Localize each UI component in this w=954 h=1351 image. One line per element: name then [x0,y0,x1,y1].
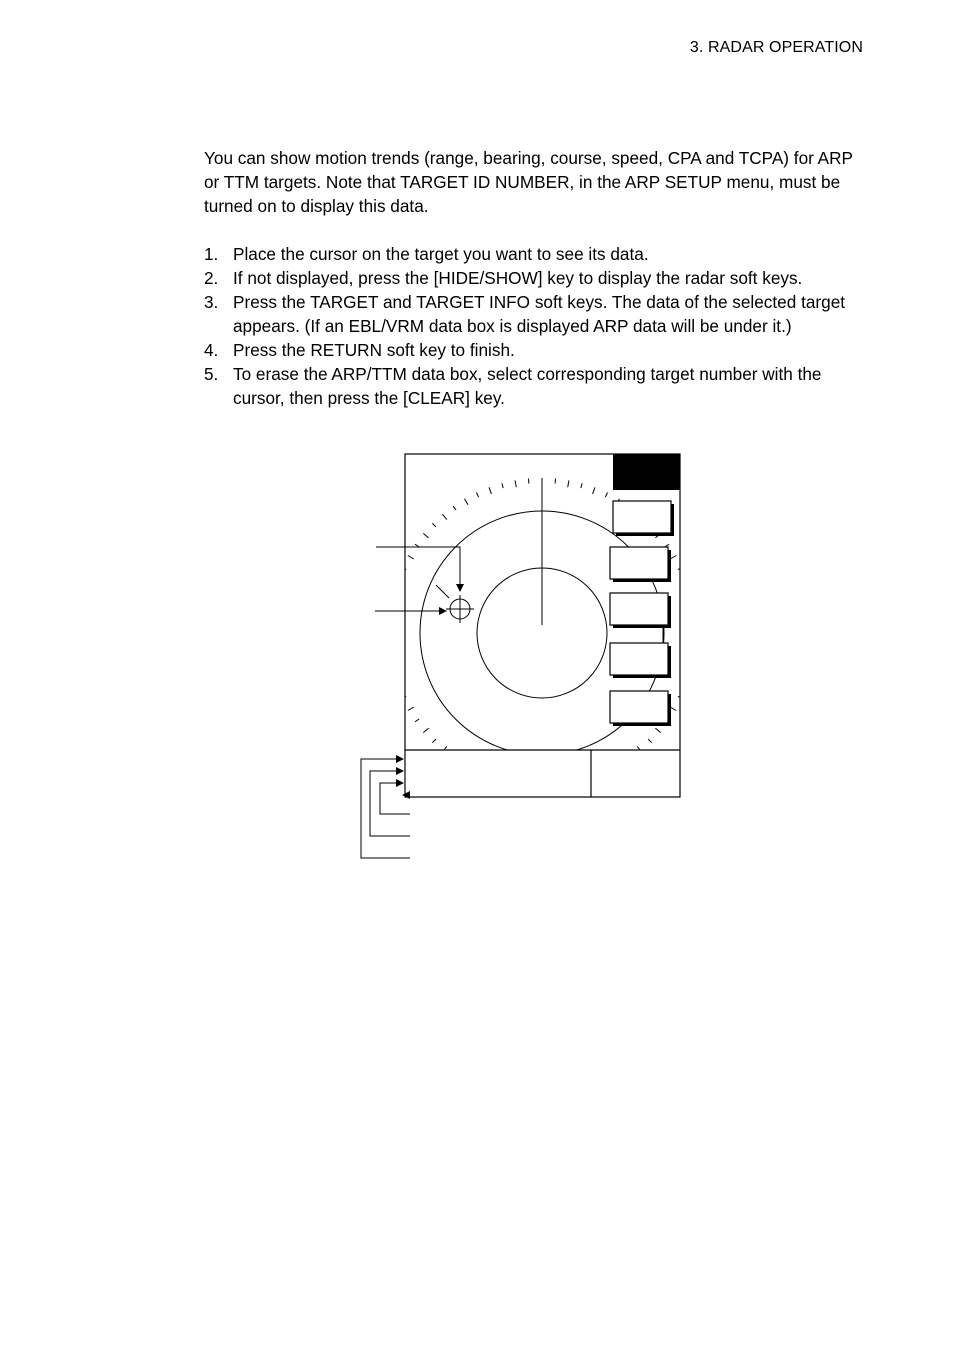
step-item: 4. Press the RETURN soft key to finish. [204,340,515,360]
page-header: 3. RADAR OPERATION [689,39,863,56]
soft-key[interactable] [613,501,671,533]
bearing-tick [389,659,396,660]
bearing-tick [681,684,688,686]
step-item: 5. To erase the ARP/TTM data box, select corresponding target number with the cursor, then press the [CLEAR] key. [204,364,822,408]
bearing-tick [688,606,695,607]
bearing-tick [389,606,396,607]
intro-paragraph: You can show motion trends (range, bearing, course, speed, CPA and TCPA) for ARP or TTM targets. Note that TARGET ID NUMBER, in the ARP SETUP menu, must be turned on to display this data. [204,148,853,216]
soft-key[interactable] [610,593,668,625]
soft-key[interactable] [610,643,668,675]
soft-key[interactable] [610,691,668,723]
bearing-tick [687,672,692,673]
bearing-tick [392,593,397,594]
bearing-tick [392,672,397,673]
soft-keys [610,501,674,726]
step-item: 3. Press the TARGET and TARGET INFO soft keys. The data of the selected target appears. (If an EBL/VRM data box is displayed ARP data will be under it.) [204,292,846,336]
step-item: 1. Place the cursor on the target you want to see its data. [204,244,649,264]
step-item: 2. If not displayed, press the [HIDE/SHOW] key to display the radar soft keys. [204,268,803,288]
bearing-tick [681,580,688,582]
soft-key[interactable] [610,547,668,579]
bearing-tick [396,580,403,582]
bearing-tick [688,659,695,660]
data-box-callouts [361,759,410,858]
title-block [613,454,680,490]
steps-list [204,242,864,410]
bearing-tick [396,684,403,686]
bearing-tick [687,593,692,594]
